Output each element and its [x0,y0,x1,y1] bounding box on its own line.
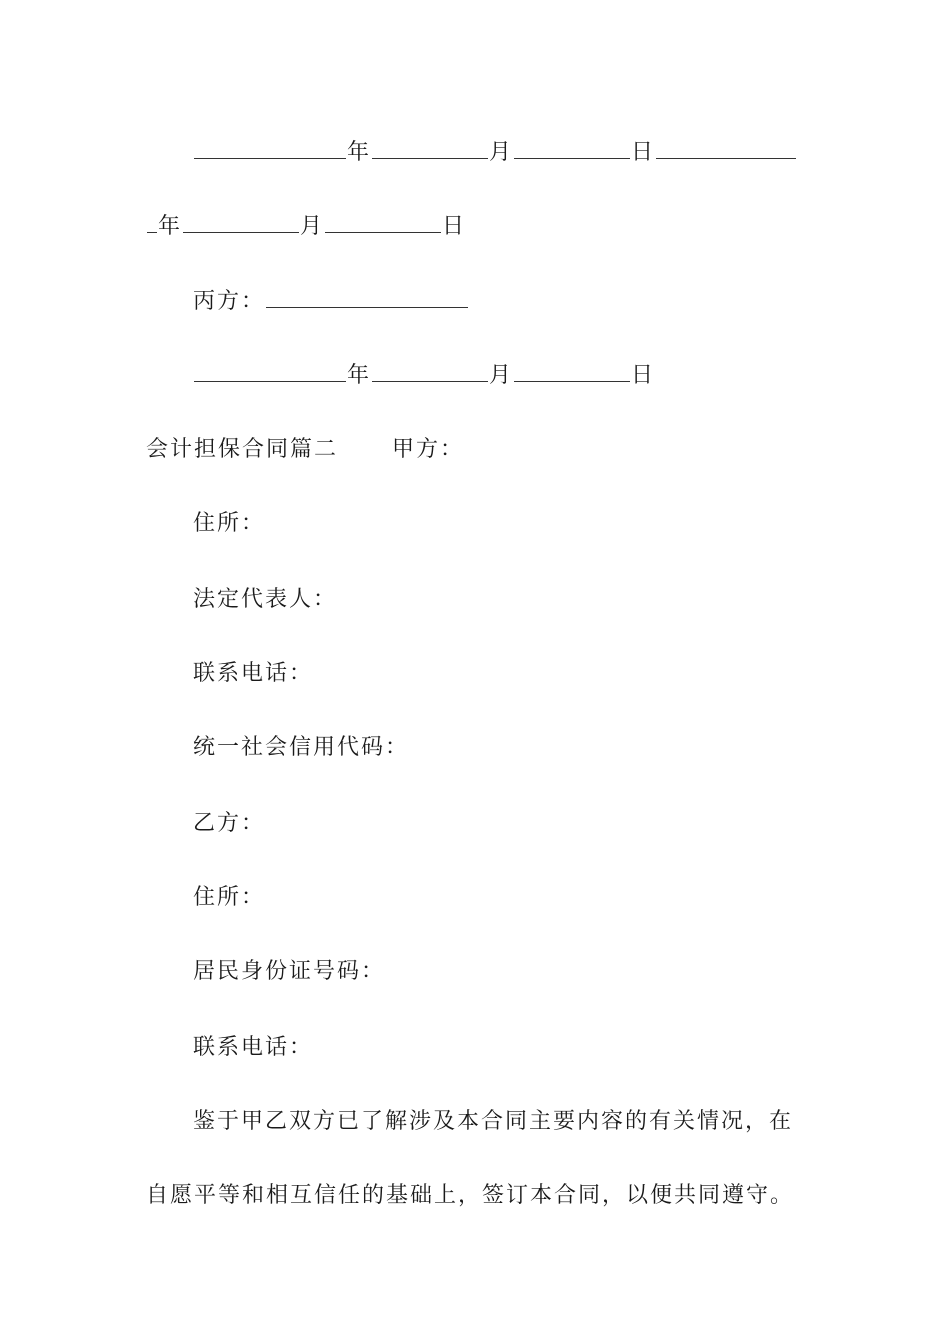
day-blank[interactable] [514,138,630,159]
party-c-line [193,287,469,315]
year-label: 年 [158,214,183,239]
year-blank[interactable] [147,212,157,233]
party-a-label: 甲方： [392,437,465,462]
section-header [146,436,464,464]
party-a-address: 住所： [193,511,266,536]
day-label: 日 [631,363,656,388]
year-blank[interactable] [194,138,346,159]
party-b-id-number: 居民身份证号码： [193,959,386,984]
date-line-2 [146,212,466,240]
year-label: 年 [347,363,372,388]
year-blank[interactable] [194,361,346,382]
section-title: 会计担保合同篇二 [146,437,339,462]
party-c-label: 丙方： [193,289,266,314]
trailing-blank[interactable] [656,138,796,159]
day-blank[interactable] [514,361,630,382]
month-label: 月 [489,140,514,165]
month-label: 月 [300,214,325,239]
month-label: 月 [489,363,514,388]
party-a-credit-code: 统一社会信用代码： [193,735,410,760]
month-blank[interactable] [183,212,299,233]
party-a-phone: 联系电话： [193,661,314,686]
year-label: 年 [347,140,372,165]
party-a-legal-representative: 法定代表人： [193,587,338,612]
date-line-3 [193,361,655,389]
date-line-1 [193,138,797,166]
day-blank[interactable] [325,212,441,233]
party-b-phone: 联系电话： [193,1035,314,1060]
day-label: 日 [442,214,467,239]
preamble-line-1: 鉴于甲乙双方已了解涉及本合同主要内容的有关情况，在 [193,1109,794,1134]
party-b-label: 乙方： [193,811,266,836]
party-b-address: 住所： [193,885,266,910]
month-blank[interactable] [372,138,488,159]
party-c-blank[interactable] [266,287,468,308]
day-label: 日 [631,140,656,165]
month-blank[interactable] [372,361,488,382]
preamble-line-2: 自愿平等和相互信任的基础上，签订本合同，以便共同遵守。 [146,1183,795,1208]
